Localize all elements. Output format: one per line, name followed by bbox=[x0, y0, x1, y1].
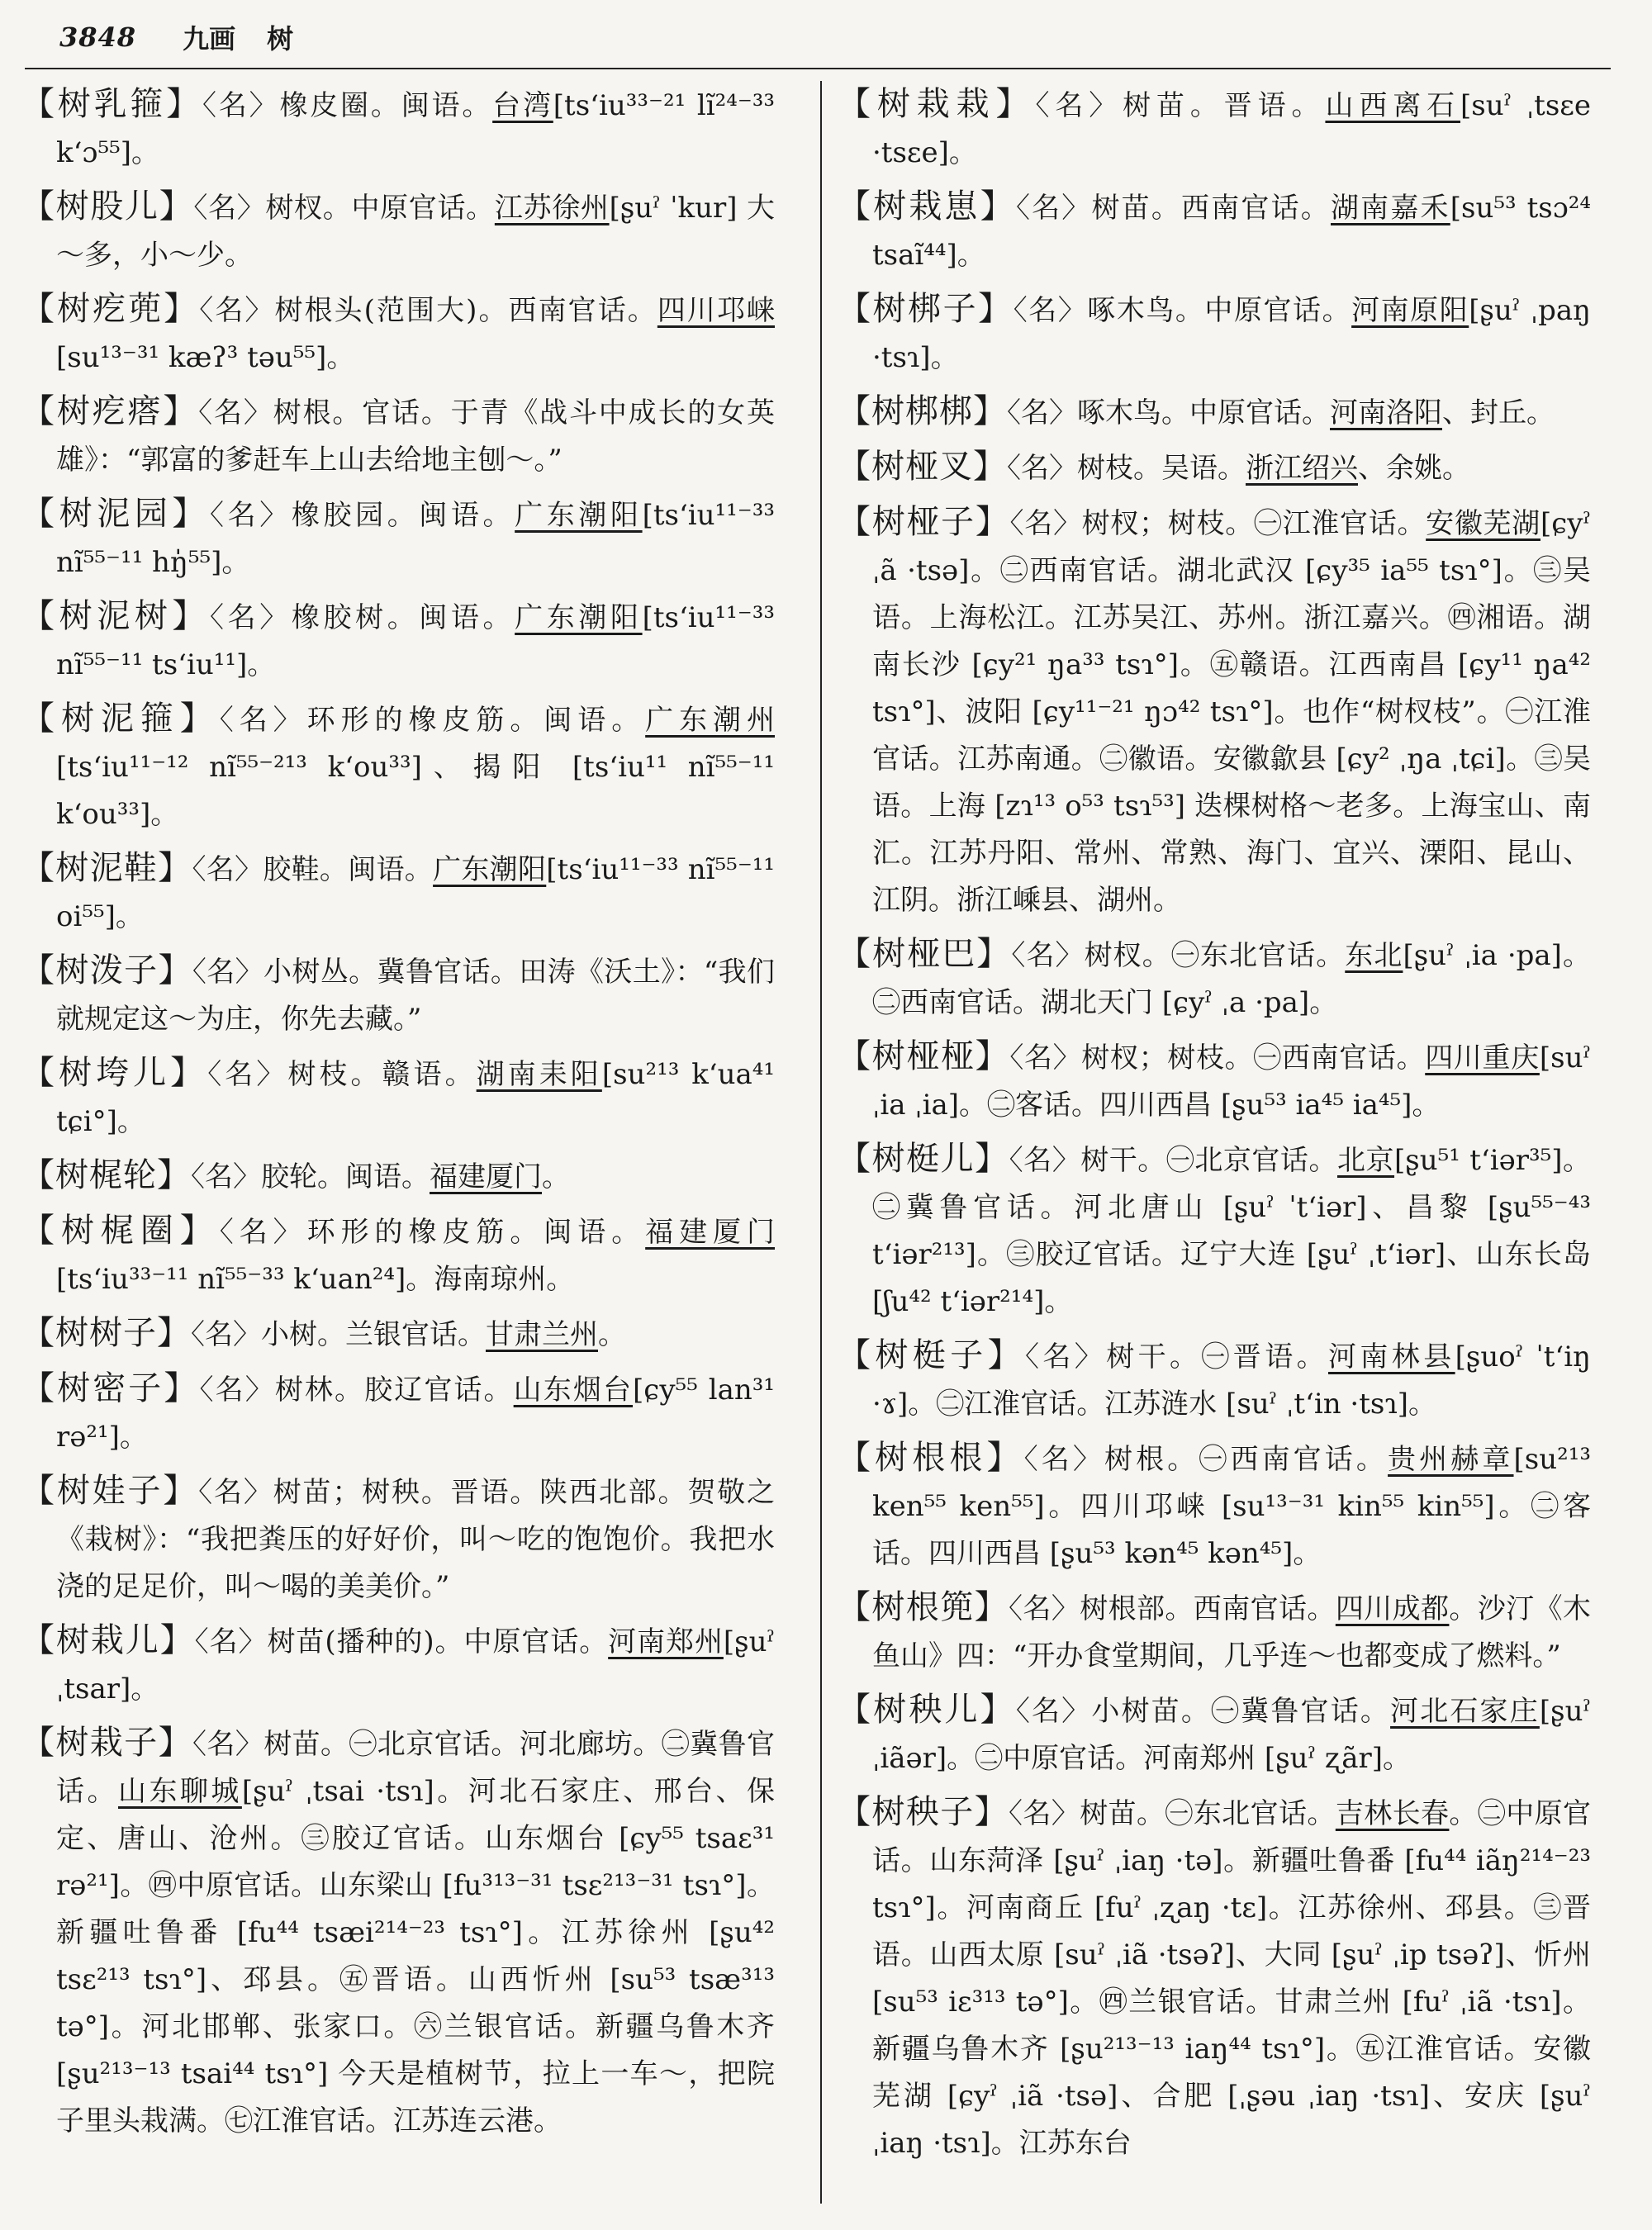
headword: 【树根篼】 bbox=[838, 1588, 1009, 1626]
headword: 【树梶轮】 bbox=[21, 1156, 191, 1194]
place-name: 广东潮阳 bbox=[515, 499, 643, 532]
definition-text: 橡皮圈。闽语。 bbox=[279, 89, 493, 122]
headword: 【树桠子】 bbox=[838, 503, 1010, 541]
headword: 【树泥箍】 bbox=[21, 700, 220, 738]
definition-text: 树杈；树枝。㊀江淮官话。 bbox=[1081, 507, 1427, 540]
definition-text: 啄木鸟。中原官话。 bbox=[1087, 294, 1352, 327]
definition-text: 树根。官话。于青《战斗中成长的女英雄》：“郭富的爹赶车上山去给地主刨～。” bbox=[56, 396, 775, 477]
part-of-speech: 〈名〉 bbox=[219, 704, 307, 737]
pronunciation-text: [ʂuˀ ˌtsar]。 bbox=[56, 1625, 775, 1706]
definition-text: 环形的橡皮筋。闽语。 bbox=[306, 704, 646, 737]
definition-text: 橡胶园。闽语。 bbox=[291, 499, 515, 532]
dictionary-entry bbox=[21, 1468, 775, 1611]
place-name: 广东潮州 bbox=[645, 704, 775, 737]
definition-text: 树枝。吴语。 bbox=[1077, 452, 1246, 485]
place-name: 甘肃兰州 bbox=[486, 1318, 598, 1351]
dictionary-entry bbox=[838, 183, 1591, 279]
place-name: 广东潮阳 bbox=[433, 853, 547, 886]
part-of-speech: 〈名〉 bbox=[1015, 192, 1092, 225]
headword: 【树股儿】 bbox=[21, 187, 194, 225]
part-of-speech: 〈名〉 bbox=[192, 1728, 264, 1761]
place-name: 江苏徐州 bbox=[494, 192, 610, 225]
pronunciation-text: 、余姚。 bbox=[1358, 452, 1470, 485]
dictionary-entry bbox=[838, 931, 1591, 1027]
pronunciation-text: [su⁵³ tsɔ²⁴ tsaĩ⁴⁴]。 bbox=[872, 192, 1591, 272]
headword: 【树栽崽】 bbox=[838, 187, 1016, 225]
headword: 【树梃儿】 bbox=[838, 1140, 1009, 1178]
definition-text: 树干。㊀北京官话。 bbox=[1080, 1144, 1337, 1177]
part-of-speech: 〈名〉 bbox=[1009, 1041, 1082, 1075]
pronunciation-text: [su²¹³ kʻua⁴¹ tɕi°]。 bbox=[56, 1058, 775, 1138]
dictionary-entry bbox=[21, 388, 775, 484]
headword: 【树疙瘩】 bbox=[21, 392, 199, 430]
dictionary-entry bbox=[21, 593, 775, 689]
headword: 【树秧子】 bbox=[838, 1793, 1009, 1831]
pronunciation-text: [tsʻiu¹¹⁻³³ nĩ⁵⁵⁻¹¹ oi⁵⁵]。 bbox=[56, 853, 775, 933]
definition-text: 树苗；树秧。晋语。陕西北部。贺敬之《栽树》：“我把粪压的好好价，叫～吃的饱饱价。我把水浇的足足价，叫～喝的美美价。” bbox=[56, 1476, 775, 1603]
page-number: 3848 bbox=[59, 21, 137, 53]
definition-text: 树苗。㊀北京官话。河北廊坊。㊁冀鲁官话。 bbox=[56, 1728, 775, 1808]
headword: 【树梃子】 bbox=[838, 1336, 1025, 1374]
headword: 【树树子】 bbox=[21, 1314, 191, 1352]
dictionary-entry bbox=[21, 1720, 775, 2145]
definition-text: 橡胶树。闽语。 bbox=[291, 601, 515, 634]
dictionary-entry bbox=[838, 1033, 1591, 1129]
part-of-speech: 〈名〉 bbox=[1011, 939, 1085, 972]
dictionary-entry bbox=[21, 1050, 775, 1146]
part-of-speech: 〈名〉 bbox=[1009, 1144, 1081, 1177]
place-name: 吉林长春 bbox=[1335, 1797, 1450, 1830]
part-of-speech: 〈名〉 bbox=[198, 1476, 273, 1509]
place-name: 湖南耒阳 bbox=[476, 1058, 602, 1091]
dictionary-entry bbox=[21, 1152, 775, 1201]
definition-text: 树干。㊀晋语。 bbox=[1106, 1340, 1328, 1374]
headword: 【树泥树】 bbox=[21, 597, 211, 635]
headword: 【树泥鞋】 bbox=[21, 849, 192, 887]
dictionary-entry bbox=[21, 947, 775, 1043]
place-name: 山东烟台 bbox=[513, 1374, 634, 1407]
dictionary-entry bbox=[21, 286, 775, 382]
pronunciation-text: [tsʻiu³³⁻²¹ lĩ²⁴⁻³³ kʻɔ⁵⁵]。 bbox=[56, 89, 775, 169]
place-name: 河南原阳 bbox=[1351, 294, 1469, 327]
definition-text: 树苗。晋语。 bbox=[1123, 89, 1326, 122]
column-divider bbox=[820, 81, 822, 2204]
headword: 【树桠桠】 bbox=[838, 1037, 1010, 1075]
pronunciation-text: [ʂuˀ ˌtsai ·tsɿ]。河北石家庄、邢台、保定、唐山、沧州。㊂胶辽官话。山东烟台 [ɕy⁵⁵ tsaɛ³¹ rə²¹]。㊃中原官话。山东梁山 [fu³¹³⁻³¹ tsɛ²¹³⁻³¹ tsɿ°]。新疆吐鲁番 [fu⁴⁴ tsæi²¹⁴⁻²³ tsɿ°]。江苏徐州 [ʂu⁴² tsɛ²¹³ tsɿ°]、邳县。㊄晋语。山西忻州 [su⁵³ tsæ³¹³ tə°]。河北邯郸、张家口。㊅兰银官话。新疆乌鲁木齐 [ʂu²¹³⁻¹³ tsai⁴⁴ tsɿ°] 今天是植树节，拉上一车～，把院子里头栽满。㊆江淮官话。江苏连云港。 bbox=[56, 1775, 775, 2137]
part-of-speech: 〈名〉 bbox=[1007, 452, 1077, 485]
place-name: 福建厦门 bbox=[430, 1160, 542, 1193]
dictionary-entry bbox=[21, 1365, 775, 1461]
part-of-speech: 〈名〉 bbox=[1013, 294, 1088, 327]
part-of-speech: 〈名〉 bbox=[210, 499, 292, 532]
definition-text: 树苗(播种的)。中原官话。 bbox=[267, 1625, 609, 1658]
pronunciation-text: [suˀ ˌtsɛe ·tsɛe]。 bbox=[872, 89, 1591, 169]
headword: 【树梶圈】 bbox=[21, 1212, 220, 1250]
headword: 【树泥园】 bbox=[21, 495, 211, 533]
part-of-speech: 〈名〉 bbox=[1035, 89, 1123, 122]
part-of-speech: 〈名〉 bbox=[1023, 1443, 1104, 1476]
headword: 【树垮儿】 bbox=[21, 1054, 208, 1092]
pronunciation-text: 、封丘。 bbox=[1442, 396, 1555, 429]
place-name: 福建厦门 bbox=[645, 1216, 775, 1249]
definition-text: 小树苗。㊀冀鲁官话。 bbox=[1091, 1695, 1391, 1728]
place-name: 四川邛崃 bbox=[657, 294, 775, 327]
part-of-speech: 〈名〉 bbox=[207, 1058, 288, 1091]
dictionary-entry bbox=[21, 491, 775, 586]
headword: 【树娃子】 bbox=[21, 1472, 199, 1510]
dictionary-entry bbox=[838, 388, 1591, 437]
dictionary-entry bbox=[838, 1584, 1591, 1680]
dictionary-entry bbox=[21, 1617, 775, 1713]
place-name: 北京 bbox=[1336, 1144, 1395, 1177]
part-of-speech: 〈名〉 bbox=[198, 396, 273, 429]
right-column bbox=[838, 81, 1591, 2212]
place-name: 东北 bbox=[1345, 939, 1403, 972]
pronunciation-text: 。 bbox=[598, 1318, 626, 1351]
part-of-speech: 〈名〉 bbox=[1009, 507, 1082, 540]
headword: 【树疙蔸】 bbox=[21, 290, 200, 328]
part-of-speech: 〈名〉 bbox=[193, 192, 266, 225]
definition-text: 树根。㊀西南官话。 bbox=[1104, 1443, 1389, 1476]
definition-text: 树杈。中原官话。 bbox=[265, 192, 495, 225]
definition-text: 树根部。西南官话。 bbox=[1080, 1592, 1336, 1625]
dictionary-entry bbox=[838, 1789, 1591, 2167]
dictionary-entry bbox=[21, 695, 775, 838]
dictionary-entry bbox=[838, 1332, 1591, 1428]
place-name: 河南洛阳 bbox=[1330, 396, 1442, 429]
dictionary-entry bbox=[838, 1136, 1591, 1326]
headword: 【树秧儿】 bbox=[838, 1691, 1016, 1729]
place-name: 四川成都 bbox=[1335, 1592, 1450, 1625]
dictionary-entry bbox=[21, 81, 775, 177]
part-of-speech: 〈名〉 bbox=[1009, 1592, 1080, 1625]
page-header bbox=[59, 15, 1612, 59]
part-of-speech: 〈名〉 bbox=[1015, 1695, 1092, 1728]
pronunciation-text: 。㊁中原官话。山东菏泽 [ʂuˀ ˌiaŋ ·tə]。新疆吐鲁番 [fu⁴⁴ iãŋ²¹⁴⁻²³ tsɿ°]。河南商丘 [fuˀ ˌʐaŋ ·tɛ]。江苏徐州、邳县。㊂晋语。山西太原 [suˀ ˌiã ·tsəʔ]、大同 [ʂuˀ ˌip tsəʔ]、忻州 [su⁵³ iɛ³¹³ tə°]。㊃兰银官话。甘肃兰州 [fuˀ ˌiã ·tsɿ]。新疆乌鲁木齐 [ʂu²¹³⁻¹³ iaŋ⁴⁴ tsɿ°]。㊄江淮官话。安徽芜湖 [ɕyˀ ˌiã ·tsə]、合肥 [ˌʂəu ˌiaŋ ·tsɿ]、安庆 [ʂuˀ ˌiaŋ ·tsɿ]。江苏东台 bbox=[872, 1797, 1591, 2160]
part-of-speech: 〈名〉 bbox=[192, 956, 263, 989]
place-name: 广东潮阳 bbox=[515, 601, 643, 634]
headword: 【树桠叉】 bbox=[838, 448, 1007, 486]
part-of-speech: 〈名〉 bbox=[194, 1625, 268, 1658]
definition-text: 树苗。西南官话。 bbox=[1091, 192, 1331, 225]
part-of-speech: 〈名〉 bbox=[191, 1160, 261, 1193]
headword: 【树泼子】 bbox=[21, 951, 192, 989]
pronunciation-text: [tsʻiu¹¹⁻³³ nĩ⁵⁵⁻¹¹ tsʻiu¹¹]。 bbox=[56, 601, 775, 681]
place-name: 台湾 bbox=[492, 89, 553, 122]
dictionary-entry bbox=[838, 81, 1591, 177]
left-column bbox=[21, 81, 775, 2212]
definition-text: 啄木鸟。中原官话。 bbox=[1077, 396, 1330, 429]
headword: 【树梆子】 bbox=[838, 290, 1014, 328]
part-of-speech: 〈名〉 bbox=[199, 294, 275, 327]
dictionary-entry bbox=[21, 845, 775, 941]
pronunciation-text: [ʂuoˀ ˈtʻiŋ ·ɤ]。㊁江淮官话。江苏涟水 [suˀ ˌtʻin ·tsɿ]。 bbox=[872, 1340, 1591, 1421]
pronunciation-text: [ʂuˀ ˈkur] 大～多，小～少。 bbox=[56, 192, 775, 272]
place-name: 山东聊城 bbox=[117, 1775, 242, 1808]
headword: 【树乳箍】 bbox=[21, 85, 203, 123]
definition-text: 小树丛。冀鲁官话。田涛《沃土》：“我们就规定这～为庄，你先去藏。” bbox=[56, 956, 775, 1036]
part-of-speech: 〈名〉 bbox=[191, 1318, 261, 1351]
place-name: 山西离石 bbox=[1325, 89, 1460, 122]
part-of-speech: 〈名〉 bbox=[1007, 396, 1077, 429]
place-name: 贵州赫章 bbox=[1388, 1443, 1514, 1476]
pronunciation-text: [ʂuˀ ˌiãər]。㊁中原官话。河南郑州 [ʂuˀ ʐãr]。 bbox=[872, 1695, 1591, 1775]
definition-text: 树枝。赣语。 bbox=[287, 1058, 477, 1091]
headword: 【树栽子】 bbox=[21, 1724, 192, 1762]
place-name: 河北石家庄 bbox=[1390, 1695, 1540, 1728]
dictionary-entry bbox=[838, 499, 1591, 924]
part-of-speech: 〈名〉 bbox=[1025, 1340, 1107, 1374]
dictionary-entry bbox=[838, 286, 1591, 382]
place-name: 湖南嘉禾 bbox=[1331, 192, 1450, 225]
pronunciation-text: 。 bbox=[542, 1160, 570, 1193]
pronunciation-text: [tsʻiu¹¹⁻¹² nĩ⁵⁵⁻²¹³ kʻou³³]、揭阳 [tsʻiu¹¹ nĩ⁵⁵⁻¹¹ kʻou³³]。 bbox=[56, 751, 775, 831]
pronunciation-text: [tsʻiu¹¹⁻³³ nĩ⁵⁵⁻¹¹ hŋ̍⁵⁵]。 bbox=[56, 499, 775, 579]
definition-text: 树林。胶辽官话。 bbox=[274, 1374, 514, 1407]
headword: 【树密子】 bbox=[21, 1369, 200, 1407]
headword: 【树桠巴】 bbox=[838, 935, 1012, 973]
place-name: 四川重庆 bbox=[1425, 1041, 1540, 1075]
definition-text: 树杈。㊀东北官话。 bbox=[1084, 939, 1346, 972]
place-name: 河南郑州 bbox=[608, 1625, 724, 1658]
dictionary-entry bbox=[838, 1687, 1591, 1782]
place-name: 河南林县 bbox=[1328, 1340, 1455, 1374]
dictionary-entry bbox=[838, 1435, 1591, 1578]
definition-text: 胶鞋。闽语。 bbox=[263, 853, 434, 886]
pronunciation-text: [ʂu⁵¹ tʻiər³⁵]。㊁冀鲁官话。河北唐山 [ʂuˀ ˈtʻiər]、昌黎 [ʂu⁵⁵⁻⁴³ tʻiər²¹³]。㊂胶辽官话。辽宁大连 [ʂuˀ ˌtʻiər]、山东长岛 [ʃu⁴² tʻiər²¹⁴]。 bbox=[872, 1144, 1591, 1318]
part-of-speech: 〈名〉 bbox=[192, 853, 263, 886]
definition-text: 环形的橡皮筋。闽语。 bbox=[306, 1216, 646, 1249]
pronunciation-text: 。沙汀《木鱼山》四：“开办食堂期间，几乎连～也都变成了燃料。” bbox=[872, 1592, 1591, 1672]
dictionary-entry bbox=[838, 444, 1591, 492]
pronunciation-text: [su¹³⁻³¹ kæʔ³ təu⁵⁵]。 bbox=[56, 341, 355, 374]
definition-text: 小树。兰银官话。 bbox=[261, 1318, 486, 1351]
part-of-speech: 〈名〉 bbox=[210, 601, 292, 634]
part-of-speech: 〈名〉 bbox=[202, 89, 280, 122]
headword: 【树栽儿】 bbox=[21, 1621, 195, 1659]
header-rule bbox=[25, 68, 1611, 69]
section-label: 九画 bbox=[183, 23, 236, 55]
pronunciation-text: [ɕy⁵⁵ lan³¹ rə²¹]。 bbox=[56, 1374, 775, 1454]
pronunciation-text: [su²¹³ ken⁵⁵ ken⁵⁵]。四川邛崃 [su¹³⁻³¹ kin⁵⁵ kin⁵⁵]。㊁客话。四川西昌 [ʂu⁵³ kən⁴⁵ kən⁴⁵]。 bbox=[872, 1443, 1591, 1570]
pronunciation-text: [ʂuˀ ˌia ·pa]。㊁西南官话。湖北天门 [ɕyˀ ˌa ·pa]。 bbox=[872, 939, 1591, 1019]
definition-text: 树苗。㊀东北官话。 bbox=[1080, 1797, 1336, 1830]
definition-text: 胶轮。闽语。 bbox=[261, 1160, 430, 1193]
dictionary-entry bbox=[21, 1208, 775, 1303]
headword: 【树梆梆】 bbox=[838, 392, 1007, 430]
headword: 【树根根】 bbox=[838, 1439, 1024, 1477]
pronunciation-text: [suˀ ˌia ˌia]。㊁客话。四川西昌 [ʂu⁵³ ia⁴⁵ ia⁴⁵]。 bbox=[872, 1041, 1591, 1122]
part-of-speech: 〈名〉 bbox=[199, 1374, 275, 1407]
dictionary-entry bbox=[21, 183, 775, 279]
headword: 【树栽栽】 bbox=[838, 85, 1036, 123]
part-of-speech: 〈名〉 bbox=[1009, 1797, 1080, 1830]
pronunciation-text: [ɕyˀ ˌã ·tsə]。㊁西南官话。湖北武汉 [ɕy³⁵ ia⁵⁵ tsɿ°]。㊂吴语。上海松江。江苏吴江、苏州。浙江嘉兴。㊃湘语。湖南长沙 [ɕy²¹ ŋa³³ tsɿ°]。㊄赣语。江西南昌 [ɕy¹¹ ŋa⁴² tsɿ°]、波阳 [ɕy¹¹⁻²¹ ŋɔ⁴² tsɿ°]。也作“树杈枝”。㊀江淮官话。江苏南通。㊁徽语。安徽歙县 [ɕy² ˌŋa ˌtɕi]。㊂吴语。上海 [zɿ¹³ o⁵³ tsɿ⁵³] 迭棵树格～老多。上海宝山、南汇。江苏丹阳、常州、常熟、海门、宜兴、溧阳、昆山、江阴。浙江嵊县、湖州。 bbox=[872, 507, 1591, 917]
part-of-speech: 〈名〉 bbox=[219, 1216, 307, 1249]
place-name: 浙江绍兴 bbox=[1246, 452, 1358, 485]
head-character: 树 bbox=[267, 23, 294, 55]
dictionary-entry bbox=[21, 1310, 775, 1359]
place-name: 安徽芜湖 bbox=[1426, 507, 1540, 540]
definition-text: 树根头(范围大)。西南官话。 bbox=[274, 294, 657, 327]
definition-text: 树杈；树枝。㊀西南官话。 bbox=[1081, 1041, 1426, 1075]
pronunciation-text: [tsʻiu³³⁻¹¹ nĩ⁵⁵⁻³³ kʻuan²⁴]。海南琼州。 bbox=[56, 1263, 575, 1296]
pronunciation-text: [ʂuˀ ˌpaŋ ·tsɿ]。 bbox=[872, 294, 1591, 374]
